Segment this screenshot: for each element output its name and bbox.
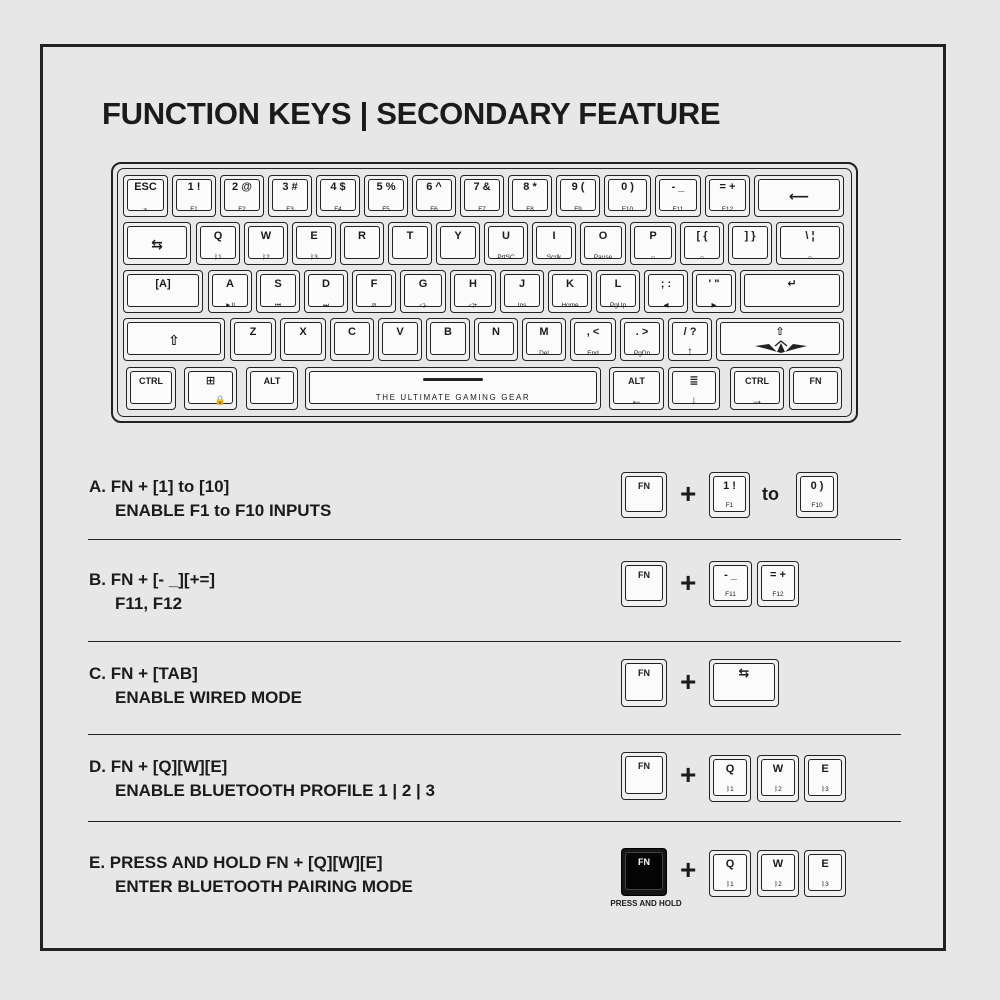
combo-d-key-e: E ᛒ3	[804, 755, 846, 802]
key-r: R	[340, 222, 384, 265]
section-c-desc: ENABLE WIRED MODE	[115, 688, 302, 707]
key-enter: ↵	[740, 270, 844, 313]
combo-a-fn-key: FN	[621, 472, 667, 518]
key-a: A ►II	[208, 270, 252, 313]
key-backslash: \ ¦ ☼	[776, 222, 844, 265]
key-equals: = + F12	[705, 175, 750, 217]
key-6: 6 ^ F6	[412, 175, 456, 217]
key-left-shift: ⇧	[123, 318, 225, 361]
section-b-title: B. FN + [- _][+=]	[89, 570, 216, 589]
key-g: G ◁-	[400, 270, 446, 313]
key-right-bracket: ] }	[728, 222, 772, 265]
combo-e-fn-key-held: FN	[621, 848, 667, 896]
key-fn: FN	[789, 367, 842, 410]
key-f: F ⊘	[352, 270, 396, 313]
key-3: 3 # F3	[268, 175, 312, 217]
space-mark	[423, 378, 483, 381]
key-s: S ⏮	[256, 270, 300, 313]
key-e: E ᛒ3	[292, 222, 336, 265]
key-space: THE ULTIMATE GAMING GEAR	[305, 367, 601, 410]
key-t: T	[388, 222, 432, 265]
key-9: 9 ( F9	[556, 175, 600, 217]
key-8: 8 * F8	[508, 175, 552, 217]
section-e-desc: ENTER BLUETOOTH PAIRING MODE	[115, 877, 413, 896]
key-period: . > PgDn	[620, 318, 664, 361]
brand-logo-icon	[755, 340, 807, 354]
key-p: P ☼	[630, 222, 676, 265]
combo-e-key-e: E ᛒ3	[804, 850, 846, 897]
combo-b-fn-key: FN	[621, 561, 667, 607]
key-x: X	[280, 318, 326, 361]
combo-a-key-0: 0 ) F10	[796, 472, 838, 518]
tab-icon: ⇆	[738, 665, 750, 680]
key-y: Y	[436, 222, 480, 265]
key-comma: , < End	[570, 318, 616, 361]
key-h: H ◁+	[450, 270, 496, 313]
key-d: D ⏭	[304, 270, 348, 313]
key-2: 2 @ F2	[220, 175, 264, 217]
key-5: 5 % F5	[364, 175, 408, 217]
combo-b-key-equals: = + F12	[757, 561, 799, 607]
key-i: I Scrlk	[532, 222, 576, 265]
combo-d-plus: +	[680, 759, 697, 790]
key-l: L PgUp	[596, 270, 640, 313]
combo-c-plus: +	[680, 666, 697, 697]
key-right-alt: ALT ←	[609, 367, 664, 410]
section-d-desc: ENABLE BLUETOOTH PROFILE 1 | 2 | 3	[115, 781, 435, 800]
key-b: B	[426, 318, 470, 361]
key-n: N	[474, 318, 518, 361]
key-windows	[184, 367, 237, 410]
key-left-bracket: [ { ☼	[680, 222, 724, 265]
windows-icon: ⊞	[205, 375, 216, 387]
section-b-desc: F11, F12	[115, 594, 183, 613]
key-menu: ≣ ↓	[668, 367, 720, 410]
separator	[88, 734, 901, 735]
combo-c-key-tab	[709, 659, 779, 707]
page-title: FUNCTION KEYS | SECONDARY FEATURE	[102, 96, 721, 131]
key-m: M Del	[522, 318, 566, 361]
key-caps: [A]	[123, 270, 203, 313]
key-minus: - _ F11	[655, 175, 701, 217]
separator	[88, 539, 901, 540]
press-and-hold-caption: PRESS AND HOLD	[610, 899, 682, 908]
key-v: V	[378, 318, 422, 361]
section-a-desc: ENABLE F1 to F10 INPUTS	[115, 501, 332, 520]
combo-e-plus: +	[680, 854, 697, 885]
combo-b-plus: +	[680, 567, 697, 598]
combo-d-key-w: W ᛒ2	[757, 755, 799, 802]
key-esc: ESC ⌁	[123, 175, 168, 217]
key-u: U PrtSC	[484, 222, 528, 265]
combo-a-plus: +	[680, 478, 697, 509]
key-4: 4 $ F4	[316, 175, 360, 217]
section-d-title: D. FN + [Q][W][E]	[89, 757, 228, 776]
key-right-ctrl: CTRL →	[730, 367, 784, 410]
key-left-ctrl: CTRL	[126, 367, 176, 410]
key-7: 7 & F7	[460, 175, 504, 217]
key-k: K Home	[548, 270, 592, 313]
key-semicolon: ; : ◀	[644, 270, 688, 313]
lock-icon: 🔒	[214, 395, 226, 405]
key-1: 1 ! F1	[172, 175, 216, 217]
key-z: Z	[230, 318, 276, 361]
key-c: C	[330, 318, 374, 361]
key-quote: ' " ▶	[692, 270, 736, 313]
combo-e-key-w: W ᛒ2	[757, 850, 799, 897]
combo-d-fn-key: FN	[621, 752, 667, 800]
section-c-title: C. FN + [TAB]	[89, 664, 198, 683]
combo-a-to: to	[762, 484, 779, 504]
section-e-title: E. PRESS AND HOLD FN + [Q][W][E]	[89, 853, 383, 872]
key-0: 0 ) F10	[604, 175, 651, 217]
separator	[88, 821, 901, 822]
combo-e-key-q: Q ᛒ1	[709, 850, 751, 897]
key-slash: / ? ↑	[668, 318, 712, 361]
key-right-shift: ⇧	[716, 318, 844, 361]
key-j: J Ins	[500, 270, 544, 313]
combo-c-fn-key: FN	[621, 659, 667, 707]
section-a-title: A. FN + [1] to [10]	[89, 477, 230, 496]
combo-d-key-q: Q ᛒ1	[709, 755, 751, 802]
key-w: W ᛒ2	[244, 222, 288, 265]
separator	[88, 641, 901, 642]
combo-b-key-minus: - _ F11	[709, 561, 752, 607]
key-left-alt: ALT	[246, 367, 298, 410]
combo-a-key-1: 1 ! F1	[709, 472, 750, 518]
key-tab: ⇆	[123, 222, 191, 265]
key-q: Q ᛒ1	[196, 222, 240, 265]
key-backspace: ⟵	[754, 175, 844, 217]
key-o: O Pause	[580, 222, 626, 265]
